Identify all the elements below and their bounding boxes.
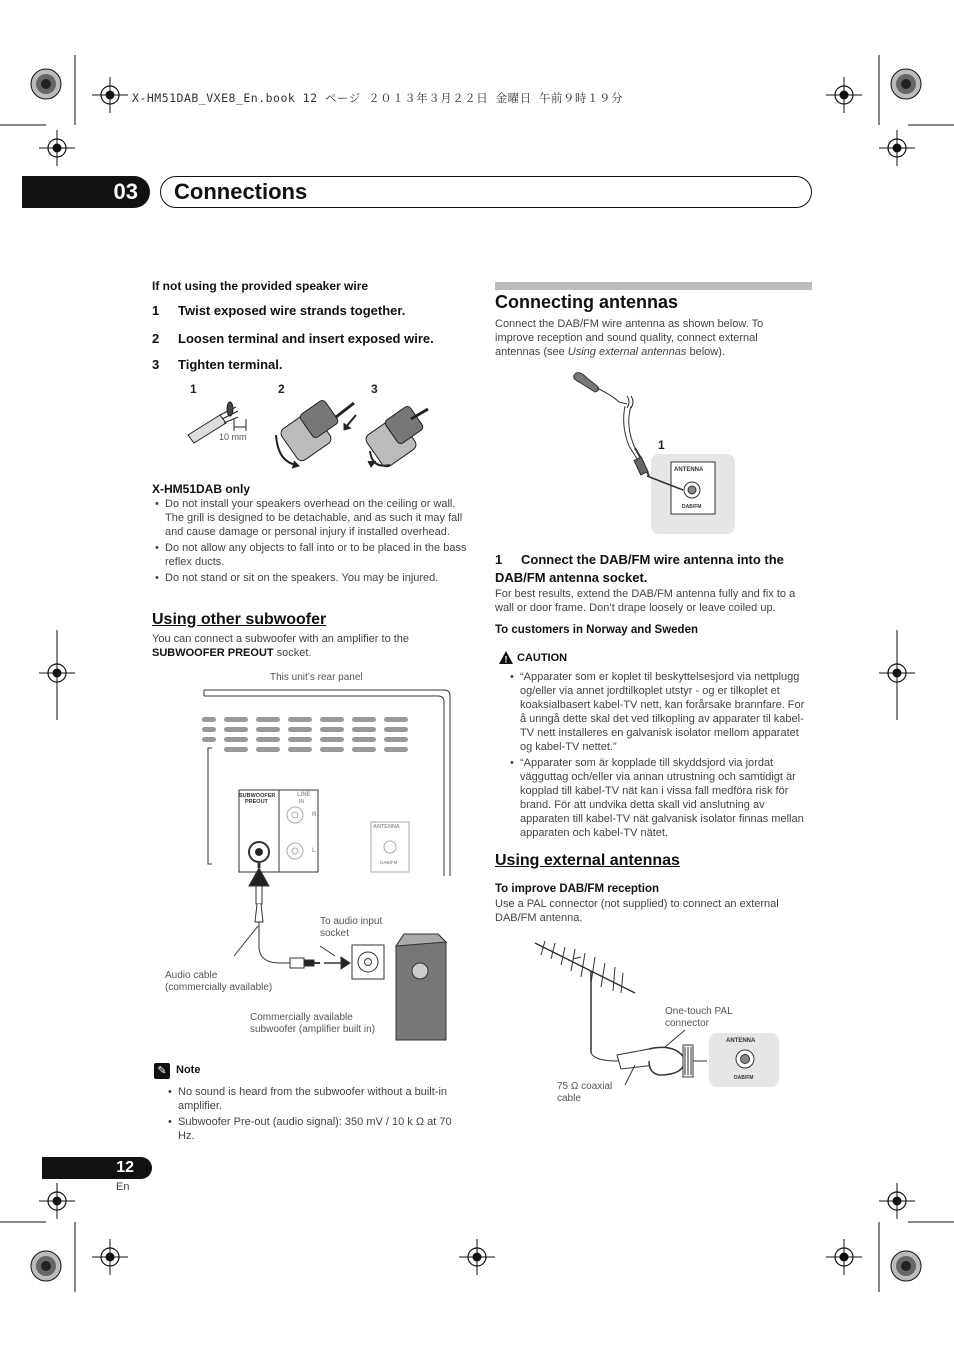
wire-antenna-illustration [565,366,745,538]
antenna-step-1 [495,551,815,587]
step-text: Connect the DAB/FM wire antenna into the DAB/FM antenna socket. [495,552,784,585]
pal-line-1: One-touch PAL [665,1006,733,1017]
print-header: X-HM51DAB_VXE8_En.book 12 ページ ２０１３年３月２２日 金曜日 午前９時１９分 [132,91,624,105]
antenna-step-label: 1 [658,438,665,452]
step-3 [152,357,283,372]
audio-cable-line-2: (commercially available) [165,982,273,993]
caution-label: CAUTION [517,652,568,664]
subwoofer-intro [152,632,452,660]
speaker-wire-heading: If not using the provided speaker wire [152,279,369,293]
list-item: • No sound is heard from the subwoofer without a built-in amplifier. [165,1085,470,1113]
external-body: Use a PAL connector (not supplied) to connect an external DAB/FM antenna. [495,898,779,924]
page-number: 12 [42,1157,152,1179]
r-label: R [312,812,317,818]
external-antenna-label: ANTENNA [726,1038,756,1044]
coax-line-1: 75 Ω coaxial [557,1081,613,1092]
model-only-bullets [152,497,470,587]
intro-text-end: socket. [273,647,312,659]
language-label: En [116,1181,130,1193]
coax-label [557,1081,612,1105]
step-number: 3 [152,357,160,372]
step-text: Tighten terminal. [178,357,283,372]
subwoofer-line-2: subwoofer (amplifier built in) [250,1024,376,1035]
caution-icon [498,650,514,665]
dabfm-label: DAB/FM [380,860,398,865]
audio-input-line-1: To audio input [320,916,383,927]
subwoofer-label [250,1012,375,1036]
step-1 [152,303,405,318]
step-text: Loosen terminal and insert exposed wire. [178,331,434,346]
list-item: • Subwoofer Pre-out (audio signal): 350 mV / 10 k Ω at 70 Hz. [165,1115,470,1143]
coax-line-2: cable [557,1093,581,1104]
intro-text: You can connect a subwoofer with an amplifier to the [152,633,410,645]
chapter-number: 03 [22,176,150,208]
intro-text: Connect the DAB/FM wire antenna as shown below. To improve reception and sound quality, connect external antennas (see [495,318,764,358]
model-only-heading: X-HM51DAB only [152,482,251,496]
subwoofer-line-1: Commercially available [250,1012,353,1023]
note-icon: ✎ [154,1063,170,1079]
rear-panel-label: This unit’s rear panel [270,672,363,683]
step-number: 1 [152,303,160,318]
list-item: • Do not allow any objects to fall into or to be placed in the bass reflex ducts. [152,541,470,569]
norway-heading: To customers in Norway and Sweden [495,624,698,636]
audio-cable-label [165,970,272,994]
list-item: • “Apparater som är kopplade till skyddsjord via jordat vägguttag och/eller via annan utrustning och samtidigt är kopplad till kabel-TV nät kan i vissa fall medföra risk för brand. För att undvika detta skall vid anslutning av apparaten till kabel-TV nät galvanisk isolator finnas mellan apparaten och kabel-TV nätet. [507,756,812,840]
section-divider [495,282,812,290]
figure-label-3: 3 [371,382,378,396]
step-number: 2 [152,331,160,346]
preout-label-2: PREOUT [245,799,268,805]
l-label: L [312,848,316,854]
line-in-label-2: IN [299,799,304,805]
external-dabfm-label: DAB/FM [734,1075,754,1081]
antenna-label: ANTENNA [373,824,400,830]
list-item: • Do not stand or sit on the speakers. You may be injured. [152,571,470,585]
external-subheading: To improve DAB/FM reception [495,883,659,895]
dimension-label: 10 mm [219,432,247,442]
svg-text:!: ! [504,654,508,665]
antenna-jack-label: ANTENNA [674,467,704,473]
antenna-step-body: For best results, extend the DAB/FM antenna fully and fix to a wall or door frame. Don’t drape loosely or leave coiled up. [495,588,796,614]
note-bullets [165,1085,470,1145]
chapter-title: Connections [174,179,308,204]
note-heading: Note [176,1064,201,1076]
list-item: • Do not install your speakers overhead on the ceiling or wall. The grill is designed to be detachable, and as such it may fall and cause damage or personal injury if installed overhead. [152,497,470,539]
audio-input-line-2: socket [320,928,349,939]
preout-label-1: SUBWOOFER [239,793,276,799]
dabfm-jack-label: DAB/FM [682,504,702,510]
external-antenna-illustration [525,935,785,1095]
caution-bullets [507,670,812,842]
audio-cable-line-1: Audio cable [165,970,218,981]
external-heading: Using external antennas [495,852,680,869]
step-text: Twist exposed wire strands together. [178,303,406,318]
line-in-label-1: LINE [297,792,311,798]
antennas-intro [495,317,805,359]
step-number: 1 [495,552,503,567]
intro-bold: SUBWOOFER PREOUT [152,647,274,659]
intro-text-end: below). [686,346,725,358]
antennas-heading: Connecting antennas [495,292,679,312]
pal-line-2: connector [665,1018,709,1029]
step-2 [152,331,434,346]
figure-label-2: 2 [278,382,285,396]
intro-italic: Using external antennas [567,346,687,358]
list-item: • “Apparater som er koplet til beskyttelsesjord via nettplugg og/eller via annet jordtilkoplet utstyr - og er tilkoplet et koaksialbasert kabel-TV nett, kan forårsake brannfare. For å unngå dette skal det ved tilkopling av apparater til kabel-TV nett installeres en galvanisk isolator mellom apparatet og kabel-TV nettet.” [507,670,812,754]
subwoofer-heading: Using other subwoofer [152,611,327,628]
audio-input-label [320,916,382,940]
figure-label-1: 1 [190,382,197,396]
pal-connector-label [665,1006,733,1030]
